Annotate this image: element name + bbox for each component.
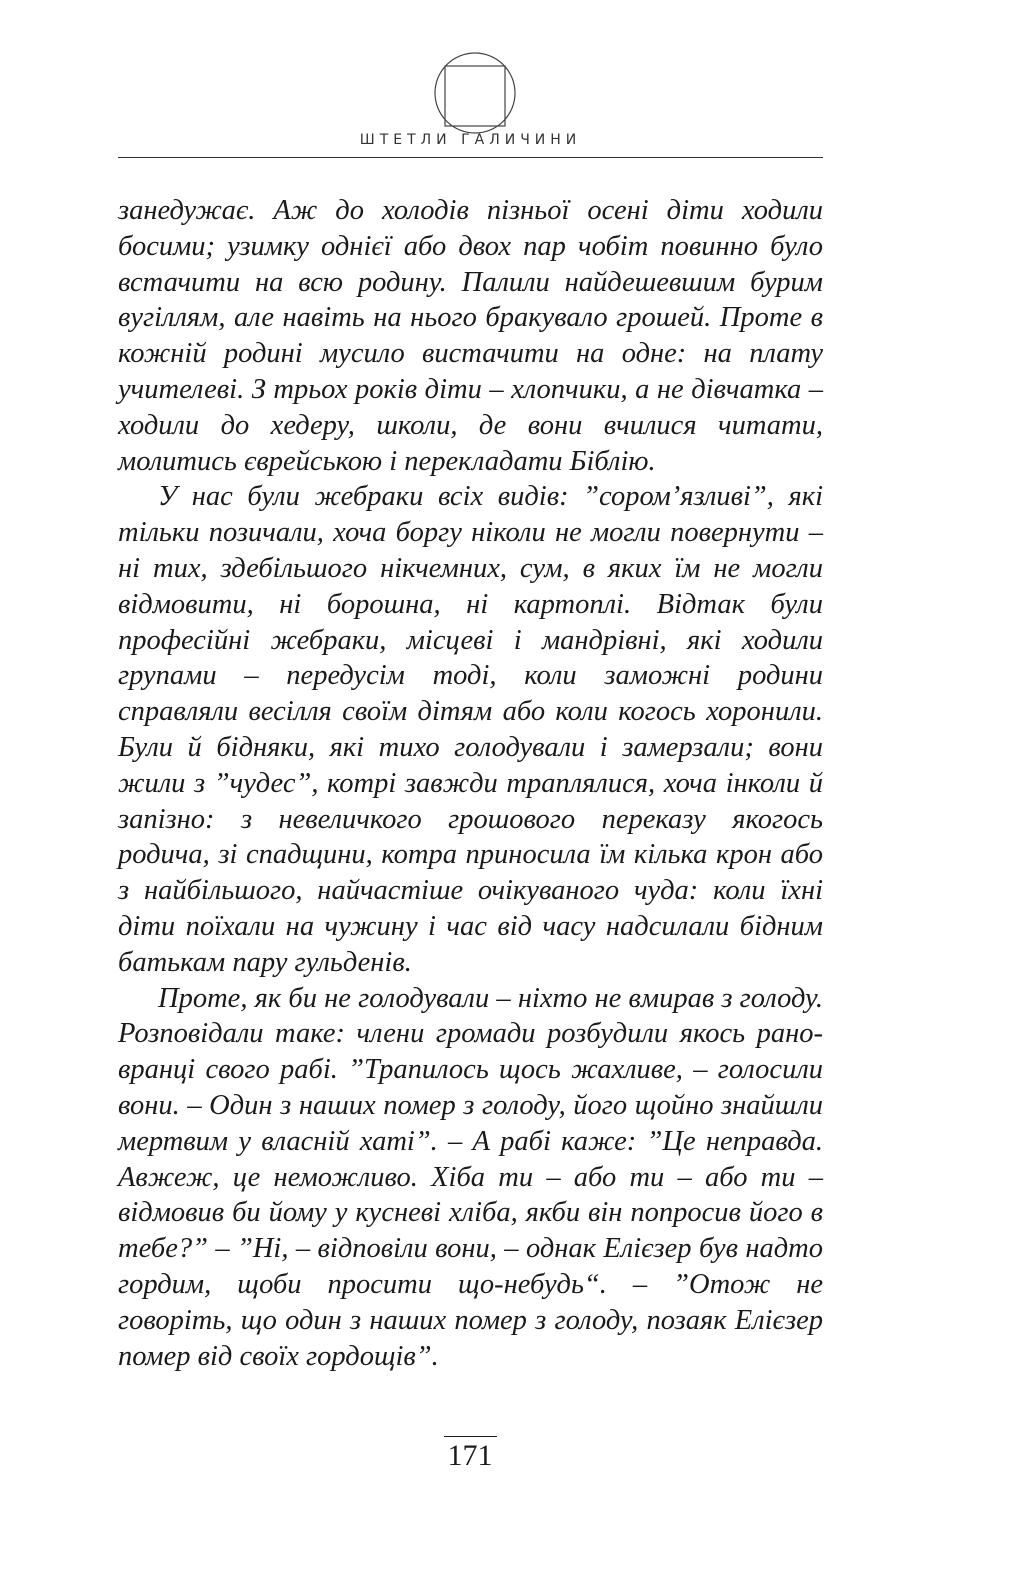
page-number-text: 171: [444, 1436, 497, 1472]
page-number: [0, 1439, 940, 1473]
circle-square-emblem-icon: [430, 48, 520, 138]
paragraph-1: занедужає. Аж до холодів пізньої осені діти ходили босими; узимку однієї або двох пар чобіт повинно було встачити на всю родину. Палили найдешевшим бурим вугіллям, але навіть на нього бракувало грошей. Проте в кожній родині мусило вистачити на одне: на плату учителеві. З трьох років діти – хлопчики, а не дівчатка – ходили до хедеру, школи, де вони вчилися читати, молитись єврейською і перекладати Біблію.: [118, 195, 823, 477]
body-text: [118, 193, 823, 1374]
paragraph-2: У нас були жебраки всіх видів: ”сором’язливі”, які тільки позичали, хоча боргу ніколи не могли повернути – ні тих, здебільшого нікчемних, сум, в яких їм не могли відмовити, ні борошна, ні картоплі. Відтак були професійні жебраки, місцеві і мандрівні, які ходили групами – передусім тоді, коли заможні родини справляли весілля своїм дітям або коли когось хоронили. Були й бідняки, які тихо голодували і замерзали; вони жили з ”чудес”, котрі завжди траплялися, хоча інколи й запізно: з невеличкого грошового переказу якогось родича, зі спадщини, котра приносила їм кілька крон або з найбільшого, найчастіше очікуваного чуда: коли їхні діти поїхали на чужину і час від часу надсилали бідним батькам пару гульденів.: [118, 481, 823, 978]
header-rule: [118, 157, 823, 158]
paragraph-3: Проте, як би не голодували – ніхто не вмирав з голоду. Розповідали таке: члени громади розбудили якось рано-вранці свого рабі. ”Трапилось щось жахливе, – голосили вони. – Один з наших помер з голоду, його щойно знайшли мертвим у власній хаті”. – А рабі каже: ”Це неправда. Авжеж, це неможливо. Хіба ти – або ти – або ти – відмовив би йому у кусневі хліба, якби він попросив його в тебе?” – ”Ні, – відповіли вони, – однак Елієзер був надто гордим, щоби просити що-небудь“. – ”Отож не говоріть, що один з наших помер з голоду, позаяк Елієзер помер від своїх гордощів”.: [118, 982, 823, 1372]
running-head: ШТЕТЛИ ГАЛИЧИНИ: [359, 132, 582, 148]
